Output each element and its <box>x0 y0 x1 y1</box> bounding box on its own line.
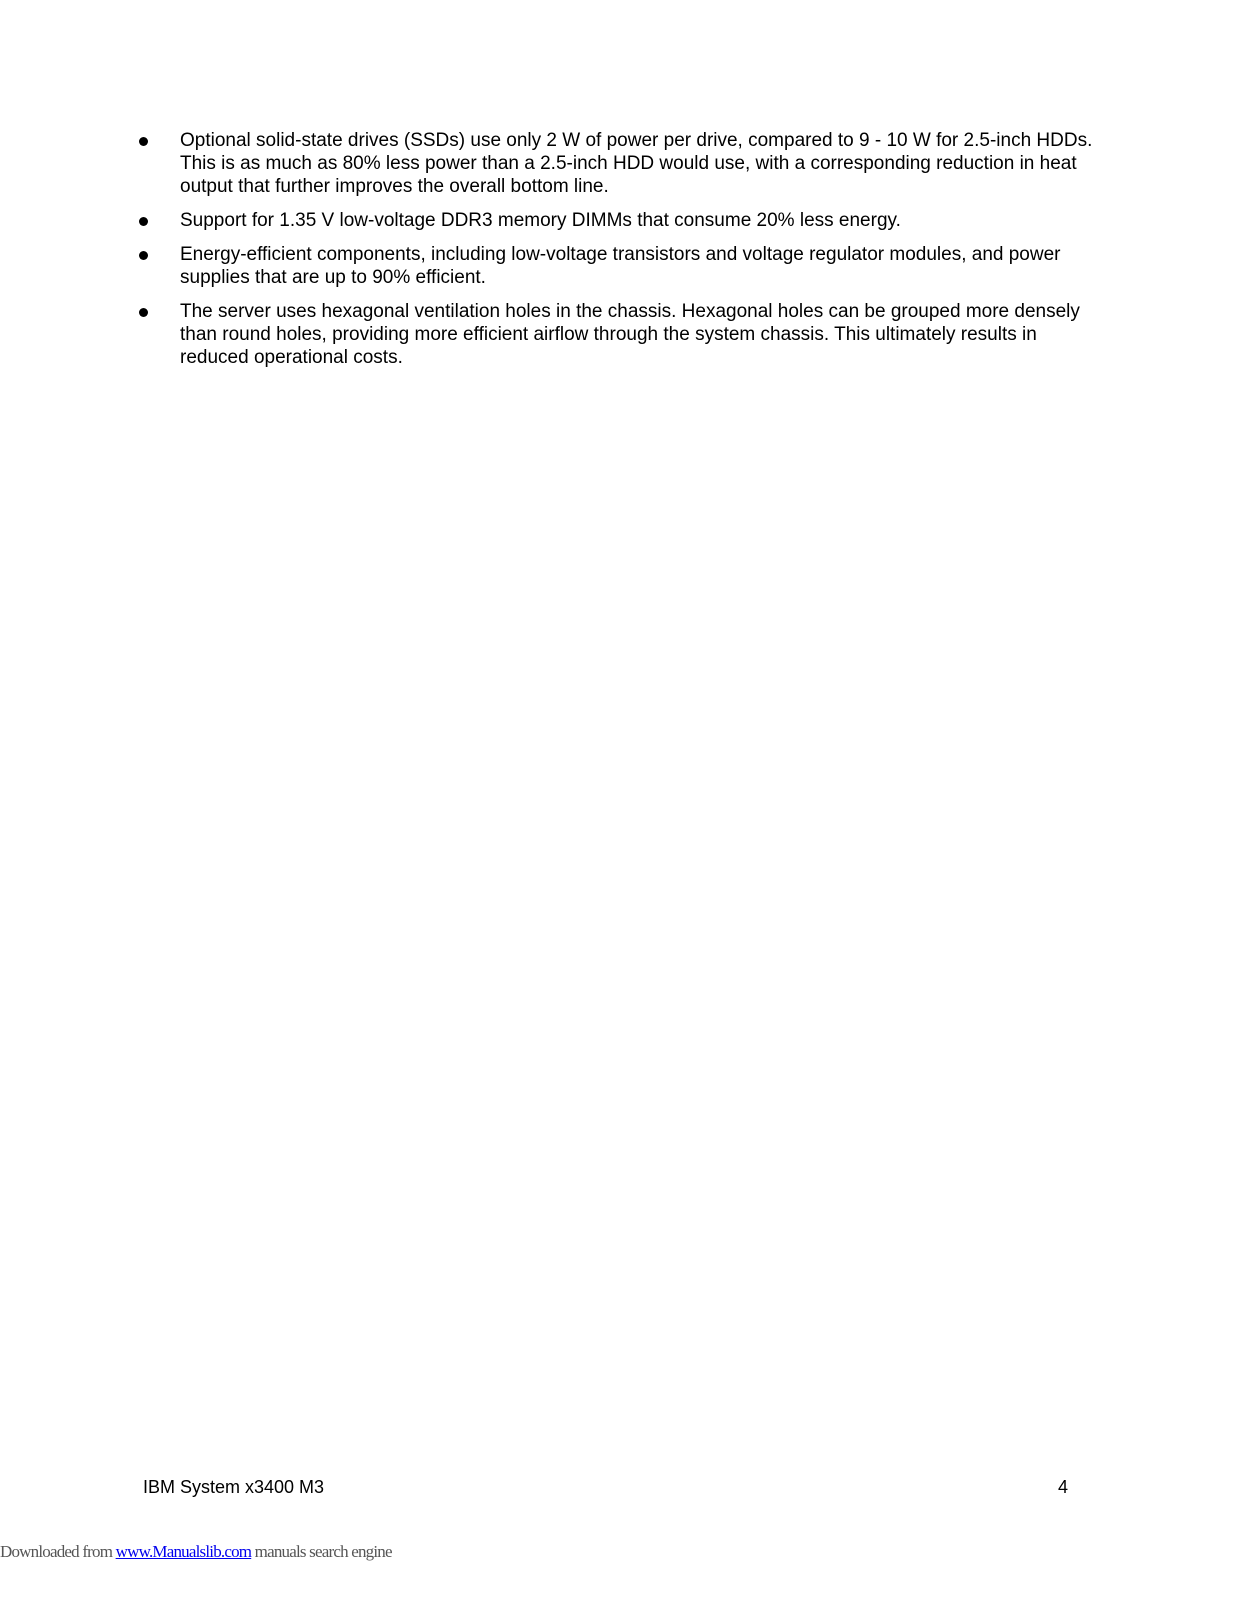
download-suffix: manuals search engine <box>251 1542 392 1561</box>
list-item <box>139 243 1099 289</box>
page-number: 4 <box>1058 1477 1069 1497</box>
list-item <box>139 209 1099 232</box>
bullet-list <box>139 129 1099 380</box>
list-item <box>139 129 1099 198</box>
bullet-icon <box>139 251 148 260</box>
bullet-icon <box>139 217 148 226</box>
bullet-text: Optional solid-state drives (SSDs) use only 2 W of power per drive, compared to 9 - 10 W for 2.5-inch HDDs. This is as much as 80% less power than a 2.5-inch HDD would use, with a corresponding reduction in heat output that further improves the overall bottom line. <box>180 130 1093 197</box>
footer-title: IBM System x3400 M3 <box>143 1477 325 1497</box>
manualslib-link[interactable]: www.Manualslib.com <box>115 1542 252 1561</box>
download-banner <box>0 1541 392 1563</box>
bullet-text: Support for 1.35 V low-voltage DDR3 memory DIMMs that consume 20% less energy. <box>180 210 901 231</box>
list-item <box>139 300 1099 369</box>
bullet-text: Energy-efficient components, including low-voltage transistors and voltage regulator modules, and power supplies that are up to 90% efficient. <box>180 244 1061 288</box>
bullet-icon <box>139 137 148 146</box>
bullet-text: The server uses hexagonal ventilation holes in the chassis. Hexagonal holes can be grouped more densely than round holes, providing more efficient airflow through the system chassis. This ultimately results in reduced operational costs. <box>180 301 1080 368</box>
bullet-icon <box>139 308 148 317</box>
download-prefix: Downloaded from <box>0 1542 116 1561</box>
